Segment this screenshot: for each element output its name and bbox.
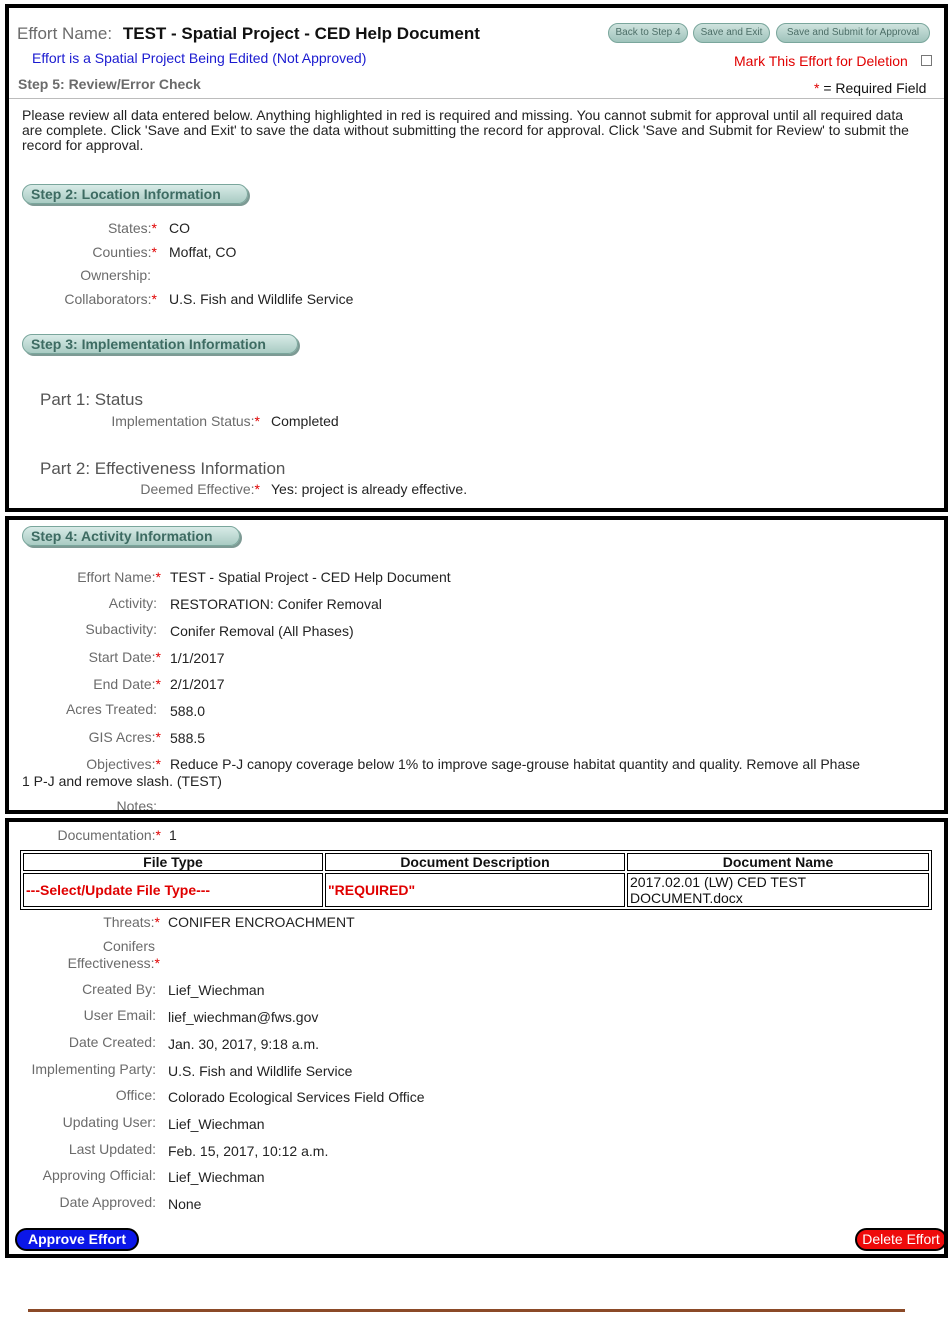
- activity-effort-name-label-text: Effort Name:: [77, 569, 156, 585]
- required-star: *: [151, 291, 157, 307]
- start-date-label: [89, 649, 161, 665]
- documentation-label: [57, 827, 161, 843]
- review-instructions: Please review all data entered below. Anything highlighted in red is required and missing. You cannot submit for approval until all required data are complete. Click 'Save and Exit' to save the data without submitting the record for approval. Click 'Save and Submit for Review' to submit the record for approval.: [22, 107, 909, 153]
- end-date-value: 2/1/2017: [170, 676, 225, 692]
- required-star: *: [151, 244, 157, 260]
- impl-status-label-text: Implementation Status:: [111, 413, 255, 429]
- document-name-cell[interactable]: [627, 873, 929, 907]
- required-star: *: [254, 481, 260, 497]
- required-star: *: [155, 569, 161, 585]
- save-submit-button[interactable]: Save and Submit for Approval: [776, 23, 930, 43]
- save-exit-button[interactable]: Save and Exit: [693, 23, 770, 43]
- gis-acres-label: [89, 729, 161, 745]
- implementing-party-value: U.S. Fish and Wildlife Service: [168, 1063, 353, 1079]
- step2-header[interactable]: Step 2: Location Information: [22, 184, 248, 204]
- document-description-header: Document Description: [325, 853, 625, 871]
- required-star: *: [155, 729, 161, 745]
- states-label: [108, 220, 157, 236]
- required-star: *: [155, 827, 161, 843]
- notes-label: Notes:: [116, 798, 157, 814]
- counties-label: [92, 244, 157, 260]
- conifers-label-line2-text: Effectiveness:: [67, 955, 155, 971]
- gis-acres-value: 588.5: [170, 730, 206, 746]
- start-date-label-text: Start Date:: [88, 649, 156, 665]
- mark-deletion-label: Mark This Effort for Deletion: [734, 53, 908, 69]
- states-value: CO: [169, 220, 190, 236]
- subactivity-label: Subactivity:: [85, 621, 157, 637]
- step-title: Step 5: Review/Error Check: [18, 76, 201, 92]
- office-value: Colorado Ecological Services Field Office: [168, 1089, 425, 1105]
- start-date-value: 1/1/2017: [170, 650, 225, 666]
- effort-name-heading: [17, 24, 480, 44]
- back-to-step4-button[interactable]: Back to Step 4: [608, 23, 688, 43]
- part2-title: Part 2: Effectiveness Information: [40, 459, 286, 478]
- table-row: [23, 873, 929, 907]
- footer-rule: [28, 1309, 905, 1312]
- collaborators-value: U.S. Fish and Wildlife Service: [169, 291, 354, 307]
- date-approved-value: None: [168, 1196, 202, 1212]
- user-email-label: User Email:: [83, 1007, 156, 1023]
- required-star: *: [154, 955, 160, 971]
- gis-acres-label-text: GIS Acres:: [88, 729, 156, 745]
- collaborators-label-text: Collaborators:: [64, 291, 152, 307]
- required-star: *: [254, 413, 260, 429]
- documentation-label-text: Documentation:: [57, 827, 156, 843]
- required-star: *: [155, 676, 161, 692]
- impl-status-value: Completed: [271, 413, 339, 429]
- required-star: *: [155, 649, 161, 665]
- conifers-effectiveness-label: [68, 938, 160, 972]
- required-note: [814, 80, 926, 96]
- subactivity-value: Conifer Removal (All Phases): [170, 623, 354, 639]
- acres-treated-label: Acres Treated:: [65, 701, 157, 717]
- created-by-label: Created By:: [82, 981, 156, 997]
- states-label-text: States:: [107, 220, 152, 236]
- activity-effort-name-value: TEST - Spatial Project - CED Help Document: [170, 569, 451, 585]
- activity-value: RESTORATION: Conifer Removal: [170, 596, 382, 612]
- threats-value: CONIFER ENCROACHMENT: [168, 914, 355, 930]
- documents-table-header: [23, 853, 929, 871]
- required-star: *: [155, 756, 161, 772]
- implementing-party-label: Implementing Party:: [31, 1061, 156, 1077]
- document-name-line2: DOCUMENT.docx: [630, 890, 743, 906]
- activity-label: Activity:: [108, 595, 157, 611]
- date-created-value: Jan. 30, 2017, 9:18 a.m.: [168, 1036, 319, 1052]
- ownership-label: Ownership:: [80, 267, 151, 283]
- documentation-value: 1: [169, 827, 177, 843]
- documents-table: [20, 850, 932, 910]
- approving-official-label: Approving Official:: [42, 1167, 156, 1183]
- acres-treated-value: 588.0: [170, 703, 206, 719]
- review-panel-details: [5, 818, 948, 1258]
- counties-value: Moffat, CO: [169, 244, 237, 260]
- date-approved-label: Date Approved:: [59, 1194, 156, 1210]
- conifers-label-line1: Conifers: [102, 938, 155, 954]
- mark-deletion-checkbox[interactable]: [921, 55, 932, 66]
- last-updated-label: Last Updated:: [68, 1141, 156, 1157]
- updating-user-value: Lief_Wiechman: [168, 1116, 265, 1132]
- last-updated-value: Feb. 15, 2017, 10:12 a.m.: [168, 1143, 329, 1159]
- file-type-select[interactable]: ---Select/Update File Type---: [23, 873, 323, 907]
- document-name-header: Document Name: [627, 853, 929, 871]
- objectives-line2: 1 P-J and remove slash. (TEST): [22, 773, 222, 789]
- created-by-value: Lief_Wiechman: [168, 982, 265, 998]
- date-created-label: Date Created:: [68, 1034, 156, 1050]
- impl-status-label: [111, 413, 260, 429]
- review-panel-activity: [5, 516, 948, 814]
- effort-name-label: Effort Name:: [17, 24, 113, 43]
- effort-name-value: TEST - Spatial Project - CED Help Document: [122, 24, 480, 43]
- objectives-label: [86, 756, 161, 772]
- deemed-effective-label-text: Deemed Effective:: [140, 481, 255, 497]
- end-date-label: [93, 676, 161, 692]
- required-star: *: [814, 80, 820, 96]
- file-type-header: File Type: [23, 853, 323, 871]
- deemed-effective-value: Yes: project is already effective.: [271, 481, 468, 497]
- approving-official-value: Lief_Wiechman: [168, 1169, 265, 1185]
- step4-header[interactable]: Step 4: Activity Information: [22, 526, 240, 546]
- document-name-line1: 2017.02.01 (LW) CED TEST: [630, 874, 807, 890]
- step3-header[interactable]: Step 3: Implementation Information: [22, 334, 298, 354]
- deemed-effective-label: [140, 481, 260, 497]
- threats-label-text: Threats:: [103, 914, 155, 930]
- counties-label-text: Counties:: [92, 244, 152, 260]
- effort-status-text: Effort is a Spatial Project Being Edited (Not Approved): [32, 50, 367, 66]
- header-divider: [9, 98, 944, 99]
- document-description-cell: "REQUIRED": [325, 873, 625, 907]
- activity-effort-name-label: [77, 569, 161, 585]
- delete-effort-button[interactable]: Delete Effort: [855, 1228, 947, 1251]
- conifers-label-line2: [68, 955, 160, 972]
- objectives-label-text: Objectives:: [86, 756, 156, 772]
- collaborators-label: [64, 291, 157, 307]
- required-star: *: [151, 220, 157, 236]
- threats-label: [103, 914, 160, 930]
- required-star: *: [154, 914, 160, 930]
- user-email-value: lief_wiechman@fws.gov: [168, 1009, 319, 1025]
- part1-title: Part 1: Status: [40, 390, 143, 409]
- approve-effort-button[interactable]: Approve Effort: [15, 1228, 139, 1251]
- review-panel-top: [5, 4, 948, 512]
- office-label: Office:: [115, 1087, 156, 1103]
- required-note-text: = Required Field: [819, 80, 927, 96]
- updating-user-label: Updating User:: [62, 1114, 156, 1130]
- objectives-line1: Reduce P-J canopy coverage below 1% to improve sage-grouse habitat quantity and quality. Remove all Phase: [170, 756, 861, 772]
- end-date-label-text: End Date:: [93, 676, 156, 692]
